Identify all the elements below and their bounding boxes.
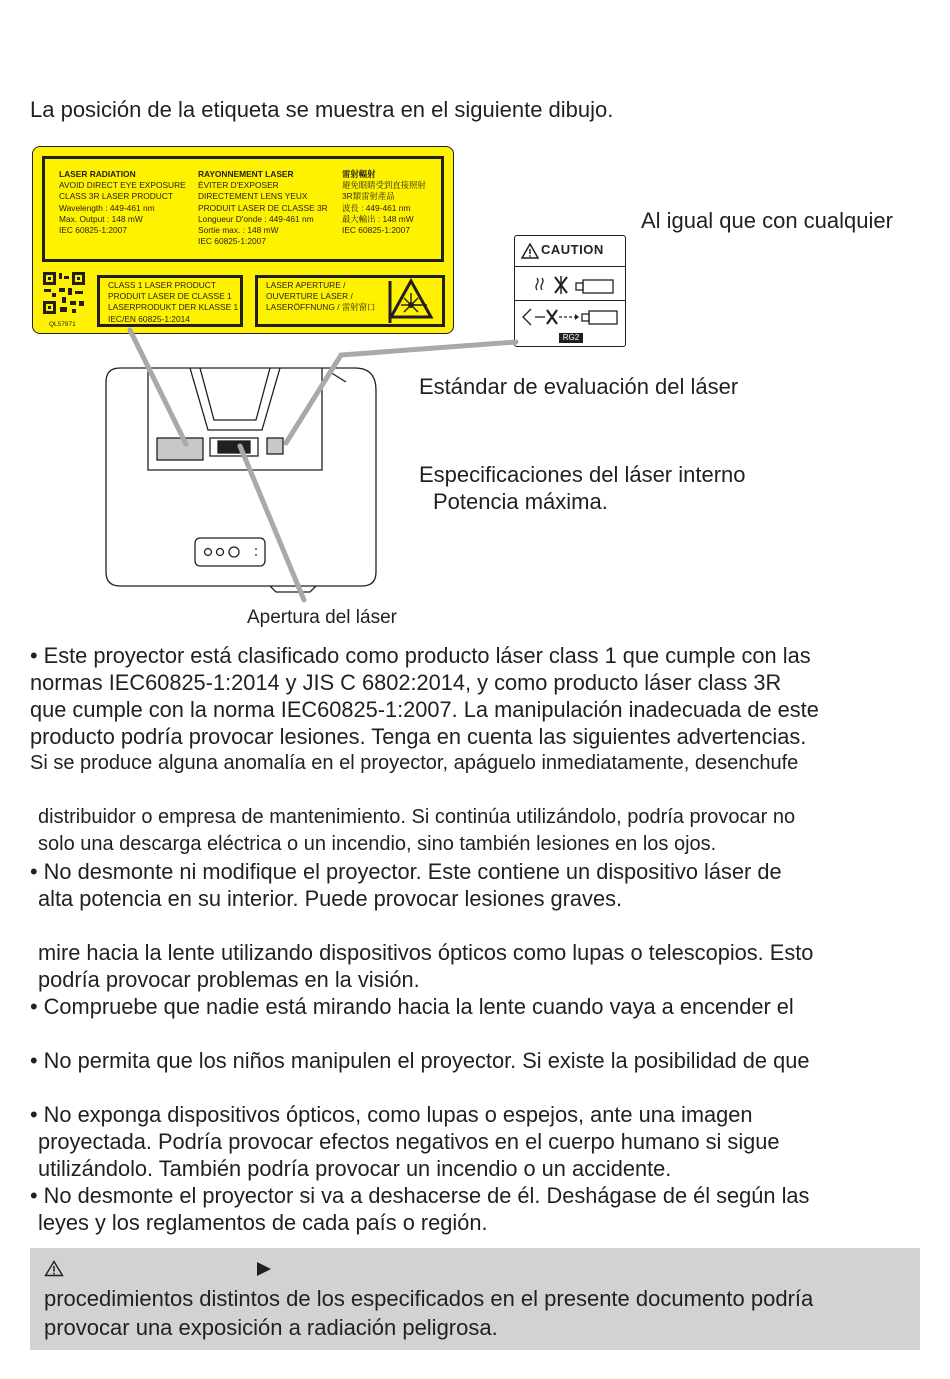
projector-body	[106, 368, 376, 592]
label-line: DIRECTEMENT LENS YEUX	[198, 191, 308, 202]
label-line: CLASS 3R LASER PRODUCT	[59, 191, 174, 202]
body-line: solo una descarga eléctrica o un incendio, sino también lesiones en los ojos.	[38, 833, 717, 855]
label-line: CLASS 1 LASER PRODUCT	[108, 280, 216, 290]
label-line: 最大輸出 : 148 mW	[342, 213, 414, 224]
warnings-body	[30, 642, 930, 1236]
blank-line	[30, 1074, 930, 1101]
callout-max-power: Potencia máxima.	[433, 489, 608, 514]
label-line: Longueur D'onde : 449-461 nm	[198, 213, 314, 224]
body-line: • No desmonte ni modifique el proyector. Este contiene un dispositivo láser de	[30, 859, 782, 884]
body-line: que cumple con la norma IEC60825-1:2007. La manipulación inadecuada de este	[30, 697, 819, 722]
blank-line	[30, 1020, 930, 1047]
body-line: normas IEC60825-1:2014 y JIS C 6802:2014, y como producto láser class 3R	[30, 670, 782, 695]
body-line: utilizándolo. También podría provocar un incendio o un accidente.	[38, 1156, 672, 1181]
label-code: QL57971	[49, 321, 76, 328]
body-line: • Este proyector está clasificado como producto láser class 1 que cumple con las	[30, 643, 811, 668]
label-line: IEC/EN 60825-1:2014	[108, 313, 190, 324]
callout-evaluation-standard: Estándar de evaluación del láser	[419, 374, 739, 399]
label-line: 避免眼睛受到直接照射	[342, 180, 426, 191]
body-line: podría provocar problemas en la visión.	[38, 967, 420, 992]
label-line: LASERÖFFNUNG / 雷射窗口	[266, 302, 376, 313]
label-heading-en: LASER RADIATION	[59, 169, 136, 179]
label-line: 3R類雷射產品	[342, 191, 395, 202]
label-line: PRODUIT LASER DE CLASSE 1	[108, 291, 232, 302]
label-line: Max. Output : 148 mW	[59, 213, 143, 224]
warning-note-box	[30, 1248, 920, 1350]
body-line: • Compruebe que nadie está mirando hacia la lente cuando vaya a encender el	[30, 994, 794, 1019]
body-line: alta potencia en su interior. Puede provocar lesiones graves.	[38, 886, 623, 911]
blank-line	[30, 912, 930, 939]
label-line: IEC 60825-1:2007	[198, 236, 266, 247]
callout-any-text: Al igual que con cualquier	[641, 208, 893, 233]
blank-line	[30, 777, 930, 804]
note-line-2: provocar una exposición a radiación peligrosa.	[44, 1315, 498, 1340]
rg2-badge: RG2	[559, 333, 583, 343]
body-line: proyectada. Podría provocar efectos negativos en el cuerpo humano si sigue	[38, 1129, 780, 1154]
body-line: distribuidor o empresa de mantenimiento. Si continúa utilizándolo, podría provocar no	[38, 806, 796, 828]
play-arrow-icon	[256, 1261, 272, 1277]
note-line-1: procedimientos distintos de los especificados en el presente documento podría	[44, 1286, 814, 1311]
label-line: PRODUIT LASER DE CLASSE 3R	[198, 202, 328, 213]
body-line: leyes y los reglamentos de cada país o región.	[38, 1210, 488, 1235]
label-line: IEC 60825-1:2007	[59, 225, 127, 236]
label-line: 波長 : 449-461 nm	[342, 202, 411, 213]
label-line: LASER APERTURE /	[266, 280, 346, 290]
projector-diagram	[0, 0, 950, 640]
label-line: Wavelength : 449-461 nm	[59, 202, 155, 213]
aperture-caption: Apertura del láser	[247, 607, 397, 628]
body-line: • No desmonte el proyector si va a deshacerse de él. Deshágase de él según las	[30, 1183, 810, 1208]
label-heading-zh: 雷射輻射	[342, 169, 376, 179]
body-line: producto podría provocar lesiones. Tenga en cuenta las siguientes advertencias.	[30, 724, 807, 749]
label-line: LASERPRODUKT DER KLASSE 1	[108, 302, 239, 313]
label-line: IEC 60825-1:2007	[342, 225, 410, 236]
body-line: • No exponga dispositivos ópticos, como lupas o espejos, ante una imagen	[30, 1102, 753, 1127]
label-line: AVOID DIRECT EYE EXPOSURE	[59, 180, 186, 191]
body-line: • No permita que los niños manipulen el proyector. Si existe la posibilidad de que	[30, 1048, 810, 1073]
note-text	[44, 1284, 813, 1342]
body-line: Si se produce alguna anomalía en el proyector, apáguelo inmediatamente, desenchufe	[30, 752, 799, 774]
label-line: ÉVITER D'EXPOSER	[198, 180, 279, 191]
warning-triangle-icon	[44, 1260, 64, 1277]
label-heading-fr: RAYONNEMENT LASER	[198, 169, 294, 179]
label-line: OUVERTURE LASER /	[266, 291, 353, 302]
callout-internal-laser-specs: Especificaciones del láser interno	[419, 462, 746, 487]
label-line: Sortie max. : 148 mW	[198, 225, 279, 236]
caution-heading: CAUTION	[541, 242, 604, 257]
body-line: mire hacia la lente utilizando dispositivos ópticos como lupas o telescopios. Esto	[38, 940, 814, 965]
intro-text: La posición de la etiqueta se muestra en el siguiente dibujo.	[30, 97, 614, 122]
